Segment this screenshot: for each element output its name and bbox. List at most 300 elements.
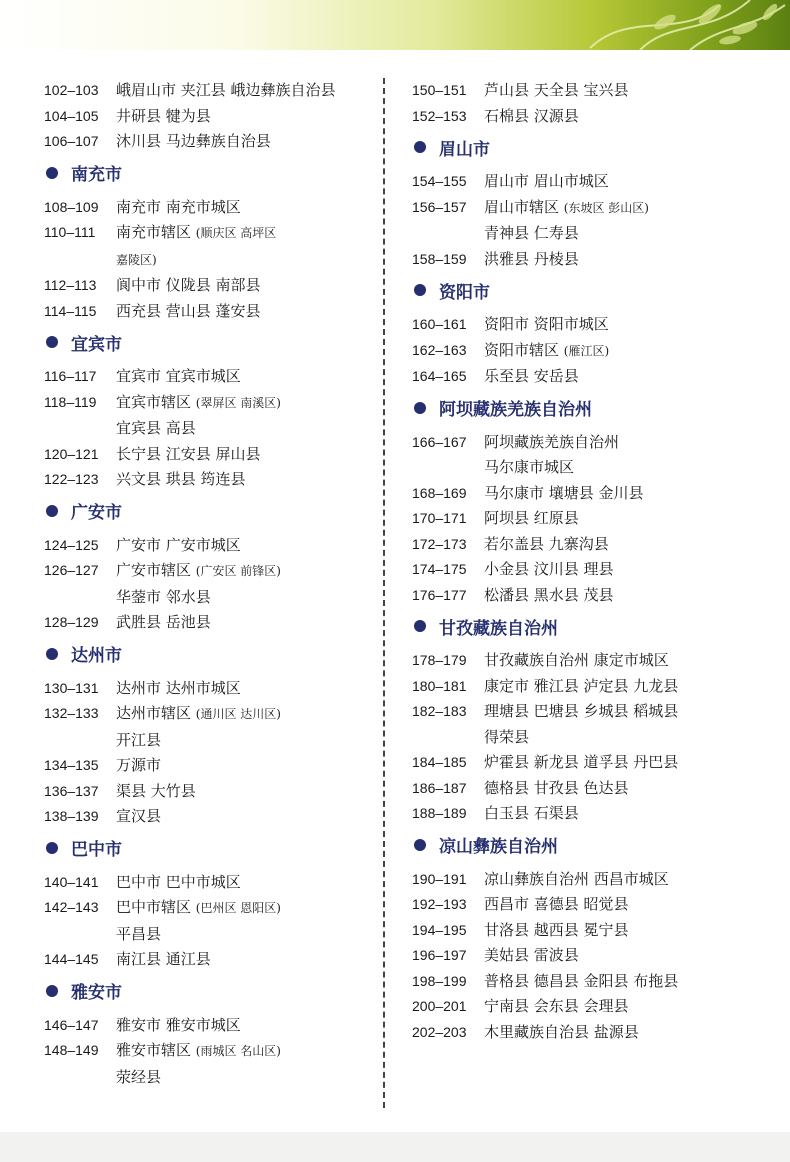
entry-content <box>484 312 772 338</box>
place-names: 松潘县 黑水县 茂县 <box>484 585 614 604</box>
place-names: 巴中市辖区 <box>116 898 196 916</box>
toc-section <box>412 390 772 609</box>
toc-entry <box>412 801 772 827</box>
place-names: 凉山彝族自治州 西昌市城区 <box>484 869 669 888</box>
entry-line <box>116 610 374 636</box>
page-range: 130–131 <box>44 679 99 696</box>
entry-line <box>116 533 374 559</box>
toc-entry <box>44 701 374 753</box>
entry-content <box>484 892 772 918</box>
page-range: 172–173 <box>412 535 467 552</box>
page-range: 190–191 <box>412 870 467 887</box>
entry-line <box>116 1013 374 1039</box>
district-note: (东坡区 彭山区) <box>563 200 649 215</box>
toc-entry <box>412 532 772 558</box>
entry-content <box>484 867 772 893</box>
section-heading <box>412 827 772 863</box>
page-range: 196–197 <box>412 947 467 963</box>
page-range: 170–171 <box>412 510 467 526</box>
toc-entry <box>44 804 374 830</box>
place-names: 渠县 大竹县 <box>116 781 196 800</box>
top-banner <box>0 0 790 50</box>
page-range: 152–153 <box>412 107 467 124</box>
district-note: 嘉陵区) <box>116 252 157 267</box>
toc-entry <box>412 195 772 247</box>
entry-content <box>116 701 374 753</box>
toc-entry <box>44 947 374 973</box>
page-range: 106–107 <box>44 133 99 149</box>
toc-entry <box>412 699 772 750</box>
place-names: 宜宾市 宜宾市城区 <box>116 367 241 385</box>
entry-content <box>484 943 772 969</box>
entry-content <box>484 1020 772 1046</box>
toc-section <box>44 636 374 830</box>
toc-section <box>44 973 374 1091</box>
page-range: 136–137 <box>44 782 99 799</box>
page-range: 132–133 <box>44 705 99 721</box>
place-names: 白玉县 石渠县 <box>484 804 579 822</box>
place-names: 达州市 达州市城区 <box>116 678 241 697</box>
place-names: 康定市 雅江县 泸定县 九龙县 <box>484 676 679 695</box>
entry-line <box>116 558 374 585</box>
bullet-dot-icon <box>46 842 58 854</box>
place-names: 美姑县 雷波县 <box>484 946 579 964</box>
page-range: 178–179 <box>412 652 467 668</box>
entry-content <box>484 699 772 750</box>
entry-content <box>116 779 374 805</box>
toc-entry <box>412 506 772 532</box>
place-names: 华蓥市 邻水县 <box>116 587 211 606</box>
entry-content <box>484 994 772 1020</box>
district-note: (通川区 达川区) <box>195 707 281 721</box>
toc-entry <box>412 943 772 969</box>
place-names: 马尔康市城区 <box>484 458 575 476</box>
entry-content <box>116 804 374 830</box>
toc-entry <box>44 1038 374 1090</box>
page-range: 198–199 <box>412 972 467 989</box>
page-range: 180–181 <box>412 677 467 694</box>
entry-line <box>116 195 374 221</box>
page-range: 164–165 <box>412 368 467 384</box>
toc-entry <box>412 892 772 918</box>
place-names: 南充市 南充市城区 <box>116 197 241 216</box>
entry-content <box>116 129 374 155</box>
section-title: 巴中市 <box>71 840 122 860</box>
toc-section <box>412 129 772 272</box>
entry-content <box>484 674 772 700</box>
entry-content <box>484 195 772 247</box>
place-names: 西充县 营山县 蓬安县 <box>116 301 261 320</box>
place-names: 眉山市辖区 <box>484 197 564 216</box>
place-names: 芦山县 天全县 宝兴县 <box>484 81 629 99</box>
toc-entry <box>44 676 374 702</box>
entry-content <box>484 648 772 674</box>
entry-line <box>484 583 772 609</box>
section-heading <box>412 608 772 644</box>
section-title: 广安市 <box>71 503 122 523</box>
entry-line <box>484 532 772 558</box>
toc-entry <box>44 129 374 155</box>
section-heading <box>44 493 374 529</box>
place-names: 沐川县 马边彝族自治县 <box>116 132 271 150</box>
entry-content <box>484 969 772 995</box>
place-names: 阿坝县 红原县 <box>484 509 579 527</box>
place-names: 雅安市 雅安市城区 <box>116 1015 241 1034</box>
page-range: 202–203 <box>412 1023 467 1040</box>
place-names: 南充市辖区 <box>116 223 196 241</box>
toc-entry <box>44 467 374 493</box>
section-title: 阿坝藏族羌族自治州 <box>439 400 592 420</box>
entry-content <box>484 247 772 273</box>
toc-section <box>412 272 772 390</box>
entry-line <box>484 994 772 1020</box>
entry-line <box>116 922 374 948</box>
section-heading <box>44 973 374 1009</box>
entry-content <box>484 104 772 130</box>
entry-content <box>484 430 772 481</box>
bullet-dot-icon <box>414 284 426 296</box>
section-title: 眉山市 <box>439 139 490 160</box>
place-names: 兴文县 珙县 筠连县 <box>116 470 246 488</box>
entry-line <box>116 273 374 299</box>
entry-line <box>484 312 772 338</box>
page-range: 104–105 <box>44 107 99 124</box>
entry-line <box>116 779 374 805</box>
page-range: 112–113 <box>44 277 97 293</box>
entry-content <box>484 750 772 776</box>
entry-line <box>484 943 772 969</box>
toc-entry <box>412 78 772 104</box>
toc-entry <box>412 674 772 700</box>
entry-line <box>116 442 374 468</box>
entry-line <box>116 753 374 779</box>
place-names: 宣汉县 <box>116 807 162 825</box>
page-range: 174–175 <box>412 561 467 577</box>
entry-line <box>116 220 374 247</box>
entry-line <box>484 648 772 674</box>
toc-entry <box>412 918 772 944</box>
toc-section <box>44 830 374 973</box>
toc-entry <box>412 994 772 1020</box>
toc-entry <box>412 1020 772 1046</box>
toc-entry <box>44 895 374 947</box>
section-heading <box>412 390 772 426</box>
place-names: 荥经县 <box>116 1067 162 1086</box>
page-range: 160–161 <box>412 316 467 332</box>
place-names: 万源市 <box>116 756 162 774</box>
place-names: 武胜县 岳池县 <box>116 613 211 631</box>
section-heading <box>44 324 374 360</box>
entry-line <box>116 895 374 922</box>
place-names: 甘孜藏族自治州 康定市城区 <box>484 651 669 669</box>
toc-entry <box>412 338 772 365</box>
entry-line <box>116 701 374 728</box>
place-names: 宜宾县 高县 <box>116 419 196 437</box>
entry-content <box>484 169 772 195</box>
place-names: 雅安市辖区 <box>116 1041 196 1059</box>
place-names: 长宁县 江安县 屏山县 <box>116 444 261 463</box>
entry-line <box>484 221 772 247</box>
entry-line <box>484 699 772 725</box>
page-range: 146–147 <box>44 1016 99 1033</box>
entry-content <box>116 870 374 896</box>
place-names: 理塘县 巴塘县 乡城县 稻城县 <box>484 702 679 720</box>
section-title: 南充市 <box>71 165 122 185</box>
entry-line <box>484 776 772 802</box>
entry-line <box>484 430 772 456</box>
toc-entry <box>44 753 374 779</box>
entry-content <box>484 801 772 827</box>
bullet-dot-icon <box>46 167 58 179</box>
place-names: 巴中市 巴中市城区 <box>116 872 241 891</box>
entry-content <box>116 533 374 559</box>
page-range: 102–103 <box>44 82 99 98</box>
bullet-dot-icon <box>414 402 426 414</box>
page-range: 122–123 <box>44 471 99 487</box>
entry-line <box>484 867 772 893</box>
entry-line <box>116 416 374 442</box>
entry-content <box>484 557 772 583</box>
page-range: 150–151 <box>412 82 467 98</box>
entry-line <box>116 804 374 830</box>
toc-entry <box>412 557 772 583</box>
toc-entry <box>44 1013 374 1039</box>
toc-entry <box>412 867 772 893</box>
toc-section <box>412 78 772 129</box>
toc-entry <box>44 390 374 442</box>
toc-entry <box>412 247 772 273</box>
entry-line <box>116 585 374 611</box>
entry-line <box>116 104 374 130</box>
entry-line <box>484 78 772 104</box>
entry-content <box>116 558 374 610</box>
page-range: 188–189 <box>412 805 467 821</box>
entry-line <box>484 364 772 390</box>
place-names: 宜宾市辖区 <box>116 392 196 411</box>
page-range: 134–135 <box>44 757 99 773</box>
section-title: 达州市 <box>71 646 122 666</box>
place-names: 乐至县 安岳县 <box>484 367 579 385</box>
place-names: 若尔盖县 九寨沟县 <box>484 534 609 553</box>
entry-content <box>484 78 772 104</box>
entry-content <box>116 947 374 973</box>
place-names: 德格县 甘孜县 色达县 <box>484 778 629 797</box>
toc-entry <box>412 583 772 609</box>
page-range: 144–145 <box>44 951 99 967</box>
entry-line <box>484 481 772 507</box>
toc-entry <box>412 481 772 507</box>
page-range: 156–157 <box>412 198 467 215</box>
place-names: 广安市辖区 <box>116 561 196 579</box>
page-range: 200–201 <box>412 998 467 1014</box>
toc-entry <box>412 364 772 390</box>
entry-content <box>116 364 374 390</box>
page-range: 184–185 <box>412 754 467 770</box>
page-range: 194–195 <box>412 921 467 938</box>
place-names: 小金县 汶川县 理县 <box>484 560 614 578</box>
entry-line <box>116 78 374 104</box>
left-column <box>44 78 374 1090</box>
entry-line <box>116 1038 374 1065</box>
page-footer-band <box>0 1132 790 1162</box>
place-names: 普格县 德昌县 金阳县 布拖县 <box>484 971 679 990</box>
page-range: 142–143 <box>44 899 99 915</box>
bullet-dot-icon <box>46 336 58 348</box>
place-names: 广安市 广安市城区 <box>116 535 241 554</box>
entry-content <box>116 895 374 947</box>
entry-content <box>484 506 772 532</box>
section-title: 凉山彝族自治州 <box>439 837 558 857</box>
entry-content <box>484 776 772 802</box>
page-range: 118–119 <box>44 393 97 410</box>
place-names: 井研县 犍为县 <box>116 106 211 125</box>
bullet-dot-icon <box>46 505 58 517</box>
entry-line <box>484 247 772 273</box>
page-range: 126–127 <box>44 562 99 578</box>
entry-line <box>484 195 772 222</box>
toc-section <box>44 78 374 155</box>
entry-line <box>116 728 374 754</box>
entry-content <box>484 532 772 558</box>
bullet-dot-icon <box>414 620 426 632</box>
toc-entry <box>412 312 772 338</box>
page-range: 168–169 <box>412 484 467 501</box>
toc-section <box>44 155 374 325</box>
place-names: 马尔康市 壤塘县 金川县 <box>484 483 644 502</box>
entry-content <box>116 442 374 468</box>
section-title: 雅安市 <box>71 983 122 1003</box>
place-names: 石棉县 汉源县 <box>484 106 579 125</box>
entry-line <box>116 676 374 702</box>
entry-line <box>116 467 374 493</box>
leaf-ornament-icon <box>570 0 790 50</box>
page-range: 158–159 <box>412 250 467 267</box>
entry-content <box>484 338 772 365</box>
entry-line <box>484 725 772 751</box>
entry-content <box>116 676 374 702</box>
entry-content <box>484 583 772 609</box>
entry-line <box>484 969 772 995</box>
toc-entry <box>44 78 374 104</box>
entry-content <box>116 467 374 493</box>
entry-line <box>116 247 374 274</box>
entry-content <box>116 104 374 130</box>
section-heading <box>44 830 374 866</box>
place-names: 木里藏族自治县 盐源县 <box>484 1022 639 1041</box>
page-range: 110–111 <box>44 224 96 240</box>
page-range: 120–121 <box>44 445 99 462</box>
entry-line <box>484 892 772 918</box>
toc-section <box>44 324 374 493</box>
entry-content <box>116 753 374 779</box>
entry-line <box>484 750 772 776</box>
entry-line <box>116 1065 374 1091</box>
entry-content <box>116 390 374 442</box>
entry-content <box>116 1013 374 1039</box>
place-names: 开江县 <box>116 730 162 749</box>
entry-line <box>484 506 772 532</box>
entry-line <box>116 129 374 155</box>
entry-content <box>116 220 374 273</box>
section-heading <box>44 636 374 672</box>
entry-line <box>484 801 772 827</box>
toc-section <box>412 827 772 1046</box>
section-title: 资阳市 <box>439 282 490 303</box>
page-range: 148–149 <box>44 1042 99 1058</box>
district-note: (顺庆区 高坪区 <box>195 226 277 240</box>
toc-entry <box>44 533 374 559</box>
place-names: 平昌县 <box>116 924 162 943</box>
place-names: 西昌市 喜德县 昭觉县 <box>484 895 629 913</box>
toc-entry <box>44 558 374 610</box>
place-names: 宁南县 会东县 会理县 <box>484 997 629 1015</box>
toc-entry <box>412 969 772 995</box>
bullet-dot-icon <box>414 141 426 153</box>
toc-entry <box>412 169 772 195</box>
bullet-dot-icon <box>414 839 426 851</box>
page-range: 114–115 <box>44 302 97 319</box>
column-divider <box>383 78 385 1108</box>
place-names: 洪雅县 丹棱县 <box>484 249 579 268</box>
place-names: 青神县 仁寿县 <box>484 224 579 242</box>
toc-entry <box>412 776 772 802</box>
entry-content <box>116 610 374 636</box>
toc-entry <box>44 442 374 468</box>
toc-section <box>44 493 374 636</box>
place-names: 眉山市 眉山市城区 <box>484 172 609 190</box>
page-range: 140–141 <box>44 873 99 890</box>
page-range: 182–183 <box>412 703 467 719</box>
toc-entry <box>412 750 772 776</box>
page-range: 192–193 <box>412 896 467 912</box>
entry-line <box>484 338 772 365</box>
district-note: (翠屏区 南溪区) <box>195 395 281 410</box>
page-range: 166–167 <box>412 433 467 450</box>
toc-entry <box>412 430 772 481</box>
bullet-dot-icon <box>46 648 58 660</box>
page-range: 176–177 <box>412 586 467 603</box>
page-range: 128–129 <box>44 614 99 630</box>
place-names: 峨眉山市 夹江县 峨边彝族自治县 <box>116 81 336 99</box>
entry-line <box>484 455 772 481</box>
toc-entry <box>44 273 374 299</box>
entry-line <box>484 1020 772 1046</box>
district-note: (雨城区 名山区) <box>195 1044 281 1058</box>
toc-entry <box>44 299 374 325</box>
section-title: 甘孜藏族自治州 <box>439 618 558 639</box>
page-range: 138–139 <box>44 808 99 824</box>
place-names: 南江县 通江县 <box>116 950 211 968</box>
entry-content <box>116 78 374 104</box>
right-column <box>412 78 772 1045</box>
page-range: 116–117 <box>44 368 97 384</box>
entry-line <box>116 299 374 325</box>
entry-line <box>116 947 374 973</box>
section-heading <box>412 272 772 308</box>
place-names: 达州市辖区 <box>116 704 196 722</box>
place-names: 阆中市 仪陇县 南部县 <box>116 276 261 294</box>
place-names: 资阳市 资阳市城区 <box>484 315 609 333</box>
page-range: 162–163 <box>412 341 467 358</box>
place-names: 资阳市辖区 <box>484 340 564 359</box>
place-names: 甘洛县 越西县 冕宁县 <box>484 920 629 939</box>
entry-line <box>116 870 374 896</box>
entry-content <box>116 1038 374 1090</box>
entry-content <box>484 918 772 944</box>
entry-content <box>484 364 772 390</box>
page-range: 108–109 <box>44 198 99 215</box>
page-range: 186–187 <box>412 779 467 796</box>
